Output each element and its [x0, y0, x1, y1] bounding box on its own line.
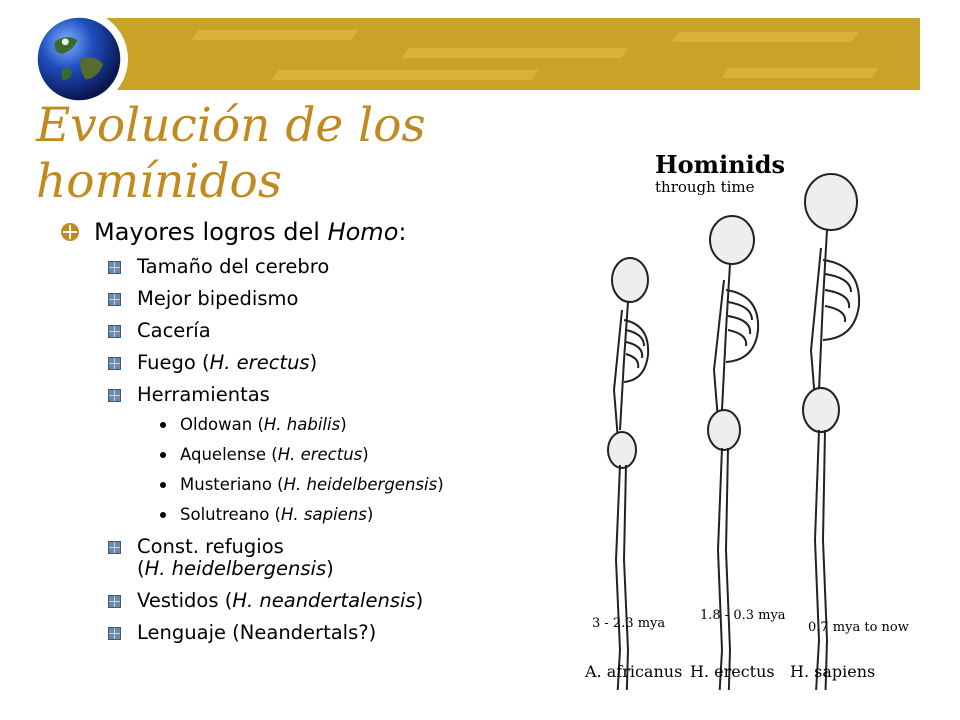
title-line-1: Evolución de los — [36, 98, 426, 153]
sub-list-item: Solutreano (H. sapiens) — [160, 504, 540, 526]
main-bullet-text: Mayores logros del Homo: — [94, 218, 407, 246]
square-bullet-icon — [108, 325, 121, 338]
compass-bullet-icon — [60, 222, 80, 242]
list-item: Herramientas — [108, 384, 540, 406]
name-africanus: A. africanus — [585, 662, 683, 681]
sub-list-item: Oldowan (H. habilis) — [160, 414, 540, 436]
caption-erectus: 1.8 - 0.3 mya — [700, 608, 786, 623]
square-bullet-icon — [108, 389, 121, 402]
dot-bullet-icon — [160, 512, 166, 518]
square-bullet-icon — [108, 293, 121, 306]
list-item: Vestidos (H. neandertalensis) — [108, 590, 540, 612]
name-erectus: H. erectus — [690, 662, 775, 681]
skeleton-sapiens — [803, 174, 859, 690]
header-banner — [75, 18, 920, 90]
globe-icon — [30, 10, 128, 108]
figure-title: Hominids — [655, 150, 786, 179]
list-item: Mejor bipedismo — [108, 288, 540, 310]
dot-bullet-icon — [160, 452, 166, 458]
dot-bullet-icon — [160, 482, 166, 488]
list-item: Tamaño del cerebro — [108, 256, 540, 278]
dot-bullet-icon — [160, 422, 166, 428]
sub-list-item: Aquelense (H. erectus) — [160, 444, 540, 466]
list-item: Const. refugios (H. heidelbergensis) — [108, 536, 540, 580]
square-bullet-icon — [108, 627, 121, 640]
caption-africanus: 3 - 2.3 mya — [592, 616, 666, 631]
main-bullet — [60, 218, 540, 246]
square-bullet-icon — [108, 541, 121, 554]
square-bullet-icon — [108, 357, 121, 370]
bullet-list — [60, 218, 540, 644]
title-line-2: homínidos — [36, 154, 282, 209]
sub-list-item: Musteriano (H. heidelbergensis) — [160, 474, 540, 496]
list-item: Lenguaje (Neandertals?) — [108, 622, 540, 644]
figure-subtitle: through time — [655, 178, 755, 196]
square-bullet-icon — [108, 261, 121, 274]
caption-sapiens: 0.7 mya to now — [808, 620, 909, 635]
name-sapiens: H. sapiens — [790, 662, 876, 681]
slide-title — [36, 98, 536, 210]
list-item: Cacería — [108, 320, 540, 342]
square-bullet-icon — [108, 595, 121, 608]
list-item: Fuego (H. erectus) — [108, 352, 540, 374]
